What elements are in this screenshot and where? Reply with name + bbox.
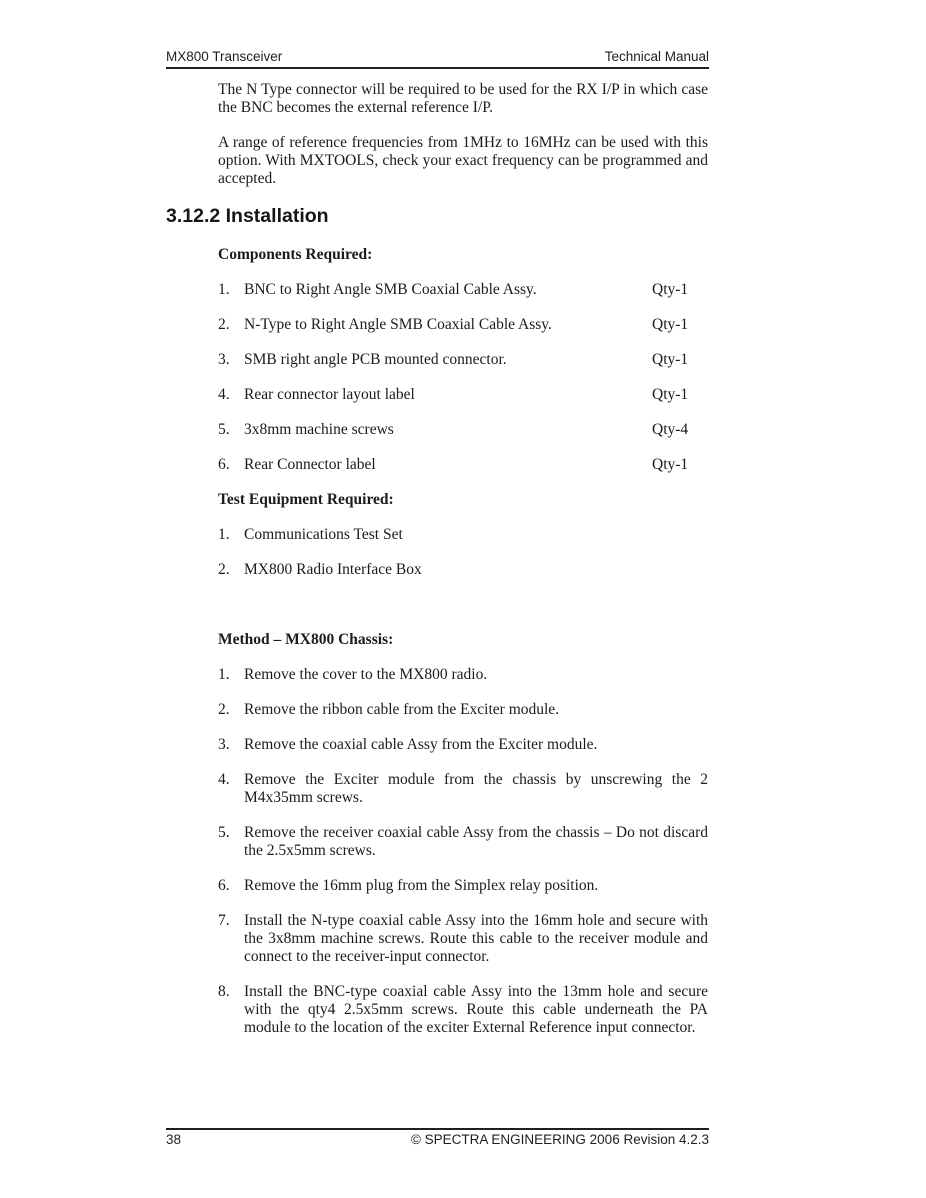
step-number: 4. bbox=[218, 771, 230, 788]
equipment-row bbox=[218, 526, 708, 544]
step-text: Install the N-type coaxial cable Assy into the 16mm hole and secure with the 3x8mm machine screws. Route this cable to the receiver module and connect to the receiver-input connector. bbox=[244, 912, 708, 965]
item-qty: Qty-4 bbox=[652, 421, 689, 438]
component-row bbox=[218, 456, 708, 474]
item-number: 2. bbox=[218, 316, 230, 333]
item-number: 1. bbox=[218, 526, 230, 543]
components-heading: Components Required: bbox=[218, 246, 373, 263]
test-equipment-heading: Test Equipment Required: bbox=[218, 491, 394, 508]
item-text: SMB right angle PCB mounted connector. bbox=[244, 351, 507, 368]
step-text: Remove the cover to the MX800 radio. bbox=[244, 666, 488, 683]
step-number: 6. bbox=[218, 877, 230, 894]
component-row bbox=[218, 351, 708, 369]
item-text: MX800 Radio Interface Box bbox=[244, 561, 422, 578]
intro-paragraph: A range of reference frequencies from 1MHz to 16MHz can be used with this option. With MXTOOLS, check your exact frequency can be programmed and accepted. bbox=[218, 134, 708, 187]
method-step-row bbox=[218, 983, 708, 1037]
step-number: 7. bbox=[218, 912, 230, 929]
component-row bbox=[218, 316, 708, 334]
step-number: 3. bbox=[218, 736, 230, 753]
component-row bbox=[218, 421, 708, 439]
item-qty: Qty-1 bbox=[652, 351, 689, 368]
item-qty: Qty-1 bbox=[652, 281, 689, 298]
item-number: 5. bbox=[218, 421, 230, 438]
method-step-row bbox=[218, 877, 708, 895]
step-text: Remove the 16mm plug from the Simplex relay position. bbox=[244, 877, 599, 894]
item-text: Communications Test Set bbox=[244, 526, 403, 543]
item-number: 4. bbox=[218, 386, 230, 403]
method-step-row bbox=[218, 666, 708, 684]
item-number: 2. bbox=[218, 561, 230, 578]
item-qty: Qty-1 bbox=[652, 456, 689, 473]
item-text: Rear connector layout label bbox=[244, 386, 415, 403]
component-row bbox=[218, 281, 708, 299]
copyright-text: © SPECTRA ENGINEERING 2006 Revision 4.2.3 bbox=[410, 1132, 709, 1147]
page-footer bbox=[166, 1128, 709, 1147]
method-step-row bbox=[218, 736, 708, 754]
step-number: 2. bbox=[218, 701, 230, 718]
equipment-row bbox=[218, 561, 708, 579]
section-heading: 3.12.2 Installation bbox=[166, 205, 329, 227]
item-qty: Qty-1 bbox=[652, 386, 689, 403]
step-number: 1. bbox=[218, 666, 230, 683]
item-text: N-Type to Right Angle SMB Coaxial Cable Assy. bbox=[244, 316, 552, 333]
method-step-row bbox=[218, 912, 708, 966]
page-content bbox=[166, 81, 708, 1054]
item-text: 3x8mm machine screws bbox=[244, 421, 394, 438]
method-step-row bbox=[218, 824, 708, 860]
method-step-row bbox=[218, 701, 708, 719]
components-section bbox=[218, 246, 708, 1037]
step-text: Remove the Exciter module from the chassis by unscrewing the 2 M4x35mm screws. bbox=[244, 771, 708, 806]
step-text: Remove the coaxial cable Assy from the Exciter module. bbox=[244, 736, 598, 753]
item-number: 6. bbox=[218, 456, 230, 473]
method-heading: Method – MX800 Chassis: bbox=[218, 631, 394, 648]
step-text: Remove the ribbon cable from the Exciter module. bbox=[244, 701, 560, 718]
page-number: 38 bbox=[166, 1132, 182, 1147]
step-number: 5. bbox=[218, 824, 230, 841]
step-number: 8. bbox=[218, 983, 230, 1000]
intro-paragraph: The N Type connector will be required to be used for the RX I/P in which case the BNC becomes the external reference I/P. bbox=[218, 81, 708, 116]
item-qty: Qty-1 bbox=[652, 316, 689, 333]
header-right-text: Technical Manual bbox=[604, 49, 709, 64]
step-text: Remove the receiver coaxial cable Assy from the chassis – Do not discard the 2.5x5mm screws. bbox=[244, 824, 708, 859]
item-number: 1. bbox=[218, 281, 230, 298]
step-text: Install the BNC-type coaxial cable Assy into the 13mm hole and secure with the qty4 2.5x5mm screws. Route this cable underneath the PA module to the location of the exciter External Reference input connector. bbox=[244, 983, 708, 1036]
item-text: Rear Connector label bbox=[244, 456, 376, 473]
page-header bbox=[166, 49, 709, 69]
method-step-row bbox=[218, 771, 708, 807]
item-number: 3. bbox=[218, 351, 230, 368]
component-row bbox=[218, 386, 708, 404]
header-left-text: MX800 Transceiver bbox=[166, 49, 283, 64]
intro-section bbox=[218, 81, 708, 188]
item-text: BNC to Right Angle SMB Coaxial Cable Assy. bbox=[244, 281, 537, 298]
